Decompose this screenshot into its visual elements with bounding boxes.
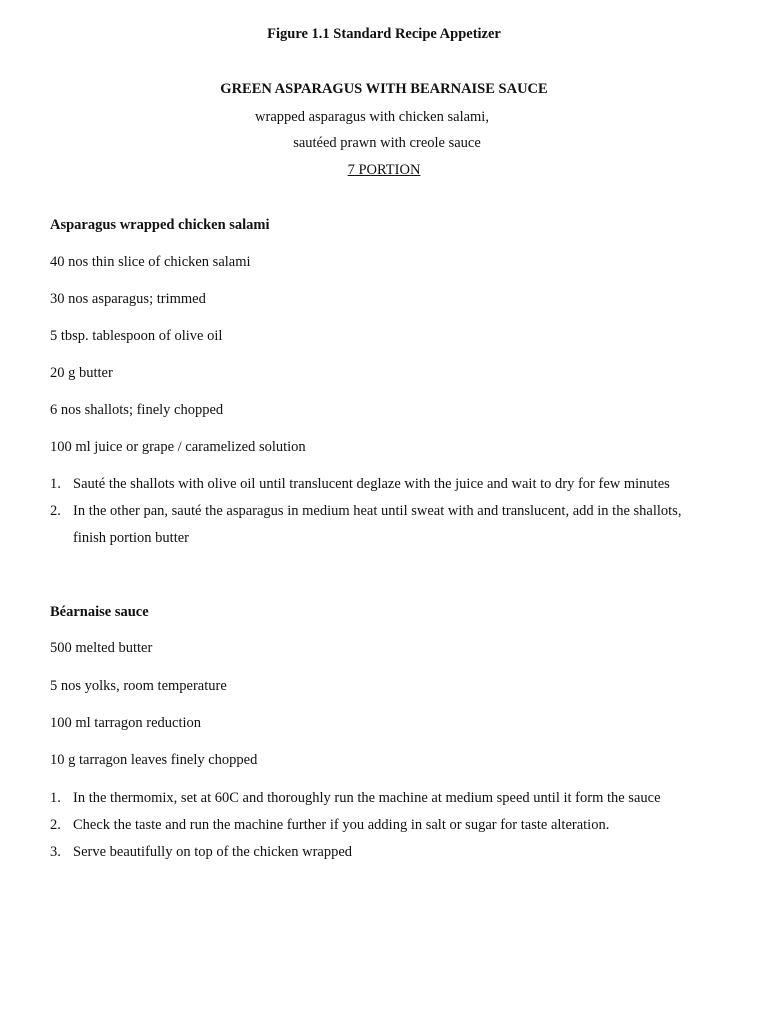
step-number: 2. (50, 503, 61, 519)
dish-subtitle-2: sautéed prawn with creole sauce (293, 135, 481, 151)
ingredient-item: 100 ml juice or grape / caramelized solution (50, 439, 306, 455)
ingredient-item: 30 nos asparagus; trimmed (50, 291, 206, 307)
step-text: In the other pan, sauté the asparagus in medium heat until sweat with and translucent, add in the shallots, (73, 503, 682, 519)
ingredient-item: 20 g butter (50, 365, 113, 381)
figure-caption: Figure 1.1 Standard Recipe Appetizer (267, 26, 501, 42)
ingredient-item: 500 melted butter (50, 640, 153, 656)
step-number: 1. (50, 790, 61, 806)
ingredient-item: 5 nos yolks, room temperature (50, 678, 227, 694)
step-text: Serve beautifully on top of the chicken wrapped (73, 844, 353, 860)
dish-subtitle-1: wrapped asparagus with chicken salami, (255, 109, 489, 125)
portion-label: 7 PORTION (347, 162, 421, 178)
ingredient-item: 5 tbsp. tablespoon of olive oil (50, 328, 223, 344)
ingredient-item: 40 nos thin slice of chicken salami (50, 254, 251, 270)
step-number: 3. (50, 844, 61, 860)
step-number: 2. (50, 817, 61, 833)
step-number: 1. (50, 476, 61, 492)
step-text-continued: finish portion butter (73, 530, 189, 546)
ingredient-item: 10 g tarragon leaves finely chopped (50, 752, 258, 768)
ingredient-item: 6 nos shallots; finely chopped (50, 402, 224, 418)
step-text: Sauté the shallots with olive oil until translucent deglaze with the juice and wait to dry for few minutes (73, 476, 670, 492)
step-text: In the thermomix, set at 60C and thoroughly run the machine at medium speed until it form the sauce (73, 790, 661, 806)
portion-line (0, 161, 768, 179)
section-heading: Béarnaise sauce (50, 604, 149, 620)
dish-title: GREEN ASPARAGUS WITH BEARNAISE SAUCE (220, 81, 548, 97)
section-heading: Asparagus wrapped chicken salami (50, 217, 270, 233)
step-text: Check the taste and run the machine further if you adding in salt or sugar for taste alteration. (73, 817, 610, 833)
ingredient-item: 100 ml tarragon reduction (50, 715, 201, 731)
